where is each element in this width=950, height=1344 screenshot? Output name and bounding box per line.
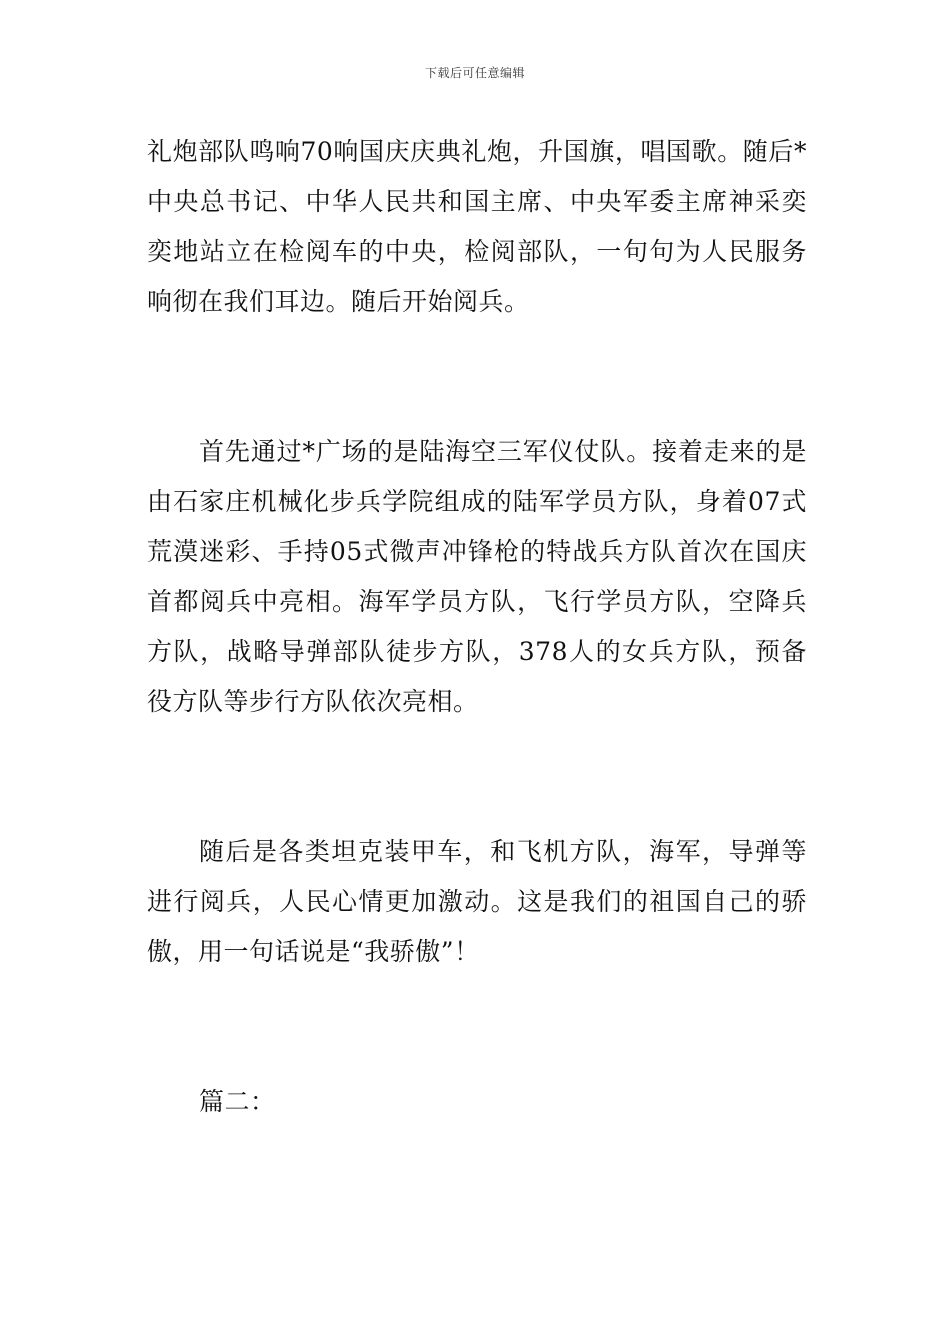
document-body [147,127,807,1127]
paragraph-3: 随后是各类坦克装甲车，和飞机方队，海军，导弹等进行阅兵，人民心情更加激动。这是我们的祖国自己的骄傲，用一句话说是“我骄傲”！ [147,837,807,966]
page-header-note: 下载后可任意编辑 [424,66,525,80]
section-heading: 篇二： [199,1087,276,1116]
paragraph-2: 首先通过*广场的是陆海空三军仪仗队。接着走来的是由石家庄机械化步兵学院组成的陆军学员方队，身着07式荒漠迷彩、手持05式微声冲锋枪的特战兵方队首次在国庆首都阅兵中亮相。海军学员方队，飞行学员方队，空降兵方队，战略导弹部队徒步方队，378人的女兵方队，预备役方队等步行方队依次亮相。 [147,437,807,716]
paragraph-1: 礼炮部队鸣响70响国庆庆典礼炮，升国旗，唱国歌。随后*中央总书记、中华人民共和国主席、中央军委主席神采奕奕地站立在检阅车的中央，检阅部队，一句句为人民服务响彻在我们耳边。随后开始阅兵。 [147,137,807,316]
